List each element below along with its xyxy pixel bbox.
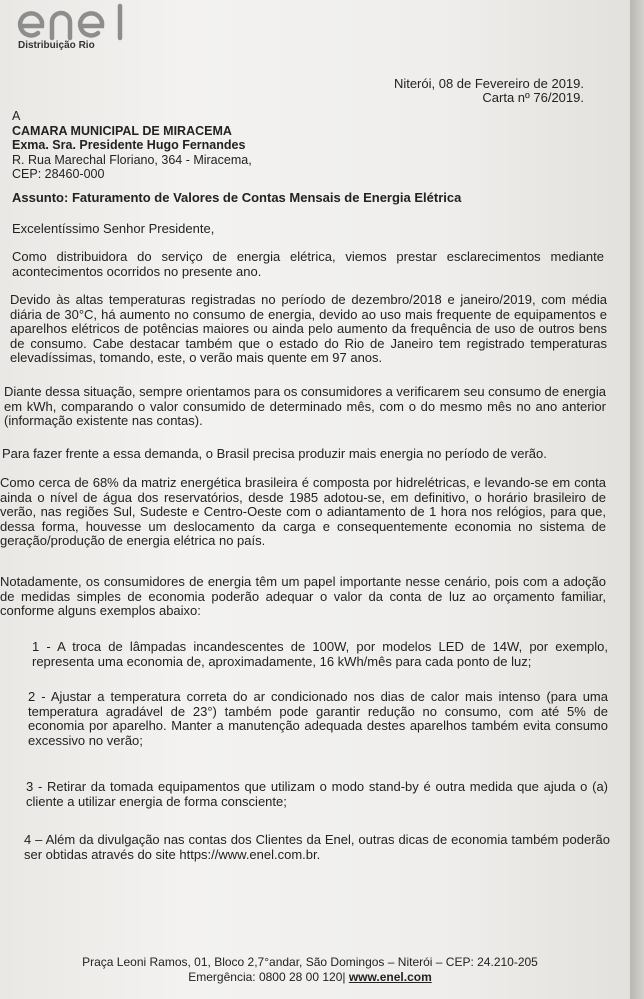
list-item-2: 2 - Ajustar a temperatura correta do ar condicionado nos dias de calor mais intenso (para uma temperatura agradável de 23°) também pode garantir redução no consumo, com até 5% de economia por aparelho. Manter a manutenção adequada destes aparelhos também evita consumo excessivo no verão; xyxy=(28,689,608,748)
paragraph-2: Devido às altas temperaturas registradas no período de dezembro/2018 e janeiro/2019, com média diária de 30°C, há aumento no consumo de energia, devido ao uso mais frequente de equipamentos e aparelhos elétricos de potências maiores ou ainda pelo aumento da frequência de uso de outros bens de consumo. Cabe destacar também que o estado do Rio de Janeiro tem registrado temperaturas elevadíssimas, tomando, este, o verão mais quente em 97 anos. xyxy=(10,292,607,366)
recipient-block xyxy=(12,109,252,182)
date-line: Niterói, 08 de Fevereiro de 2019. xyxy=(393,76,584,91)
recipient-org: CAMARA MUNICIPAL DE MIRACEMA xyxy=(12,123,232,138)
recipient-person: Exma. Sra. Presidente Hugo Fernandes xyxy=(12,138,246,152)
website-link[interactable]: www.enel.com xyxy=(348,970,432,984)
footer-contact xyxy=(40,970,580,985)
paragraph-3: Diante dessa situação, sempre orientamos para os consumidores a verificarem seu consumo de energia em kWh, comparando o valor consumido de determinado mês, com o do mesmo mês no ano anterior (informação existente nas contas). xyxy=(4,384,606,429)
paragraph-6: Notadamente, os consumidores de energia têm um papel importante nesse cenário, pois com a adoção de medidas simples de economia poderão adequar o valor da conta de luz ao orçamento familiar, conforme alguns exemplos abaixo: xyxy=(0,574,606,619)
list-item-4: 4 – Além da divulgação nas contas dos Clientes da Enel, outras dicas de economia também poderão ser obtidas através do site https://www.enel.com.br. xyxy=(24,832,610,862)
paragraph-1: Como distribuidora do serviço de energia elétrica, viemos prestar esclarecimentos mediante acontecimentos ocorridos no presente ano. xyxy=(12,249,604,279)
logo-subtitle: Distribuição Rio xyxy=(18,40,95,51)
enel-logo-icon xyxy=(16,2,136,42)
recipient-street: R. Rua Marechal Floriano, 364 - Miracema, xyxy=(12,152,252,167)
list-item-3: 3 - Retirar da tomada equipamentos que utilizam o modo stand-by é outra medida que ajuda o (a) cliente a utilizar energia de forma consciente; xyxy=(26,779,608,809)
paragraph-4: Para fazer frente a essa demanda, o Brasil precisa produzir mais energia no período de verão. xyxy=(2,446,547,461)
footer xyxy=(40,955,580,985)
emergency-phone: Emergência: 0800 28 00 120| xyxy=(188,970,346,984)
page-edge-shadow xyxy=(630,0,644,999)
paragraph-5: Como cerca de 68% da matriz energética brasileira é composta por hidrelétricas, e levando-se em conta ainda o nível de água dos reservatórios, desde 1985 adotou-se, em definitivo, o horário brasileiro de verão, nas regiões Sul, Sudeste e Centro-Oeste com o adiantamento de 1 hora nos relógios, para que, dessa forma, houvesse um deslocamento da carga e consequentemente economia no sistema de geração/produção de energia elétrica no país. xyxy=(0,475,606,549)
letter-reference: Carta nº 76/2019. xyxy=(482,90,584,105)
recipient-prefix: A xyxy=(12,109,21,123)
recipient-cep: CEP: 28460-000 xyxy=(12,167,105,181)
subject-line: Assunto: Faturamento de Valores de Contas Mensais de Energia Elétrica xyxy=(12,190,462,205)
salutation: Excelentíssimo Senhor Presidente, xyxy=(12,221,215,236)
list-item-1: 1 - A troca de lâmpadas incandescentes de 100W, por modelos LED de 14W, por exemplo, representa uma economia de, aproximadamente, 16 kWh/mês para cada ponto de luz; xyxy=(32,639,608,669)
footer-address: Praça Leoni Ramos, 01, Bloco 2,7°andar, São Domingos – Niterói – CEP: 24.210-205 xyxy=(82,955,538,969)
letter-header xyxy=(394,77,584,105)
